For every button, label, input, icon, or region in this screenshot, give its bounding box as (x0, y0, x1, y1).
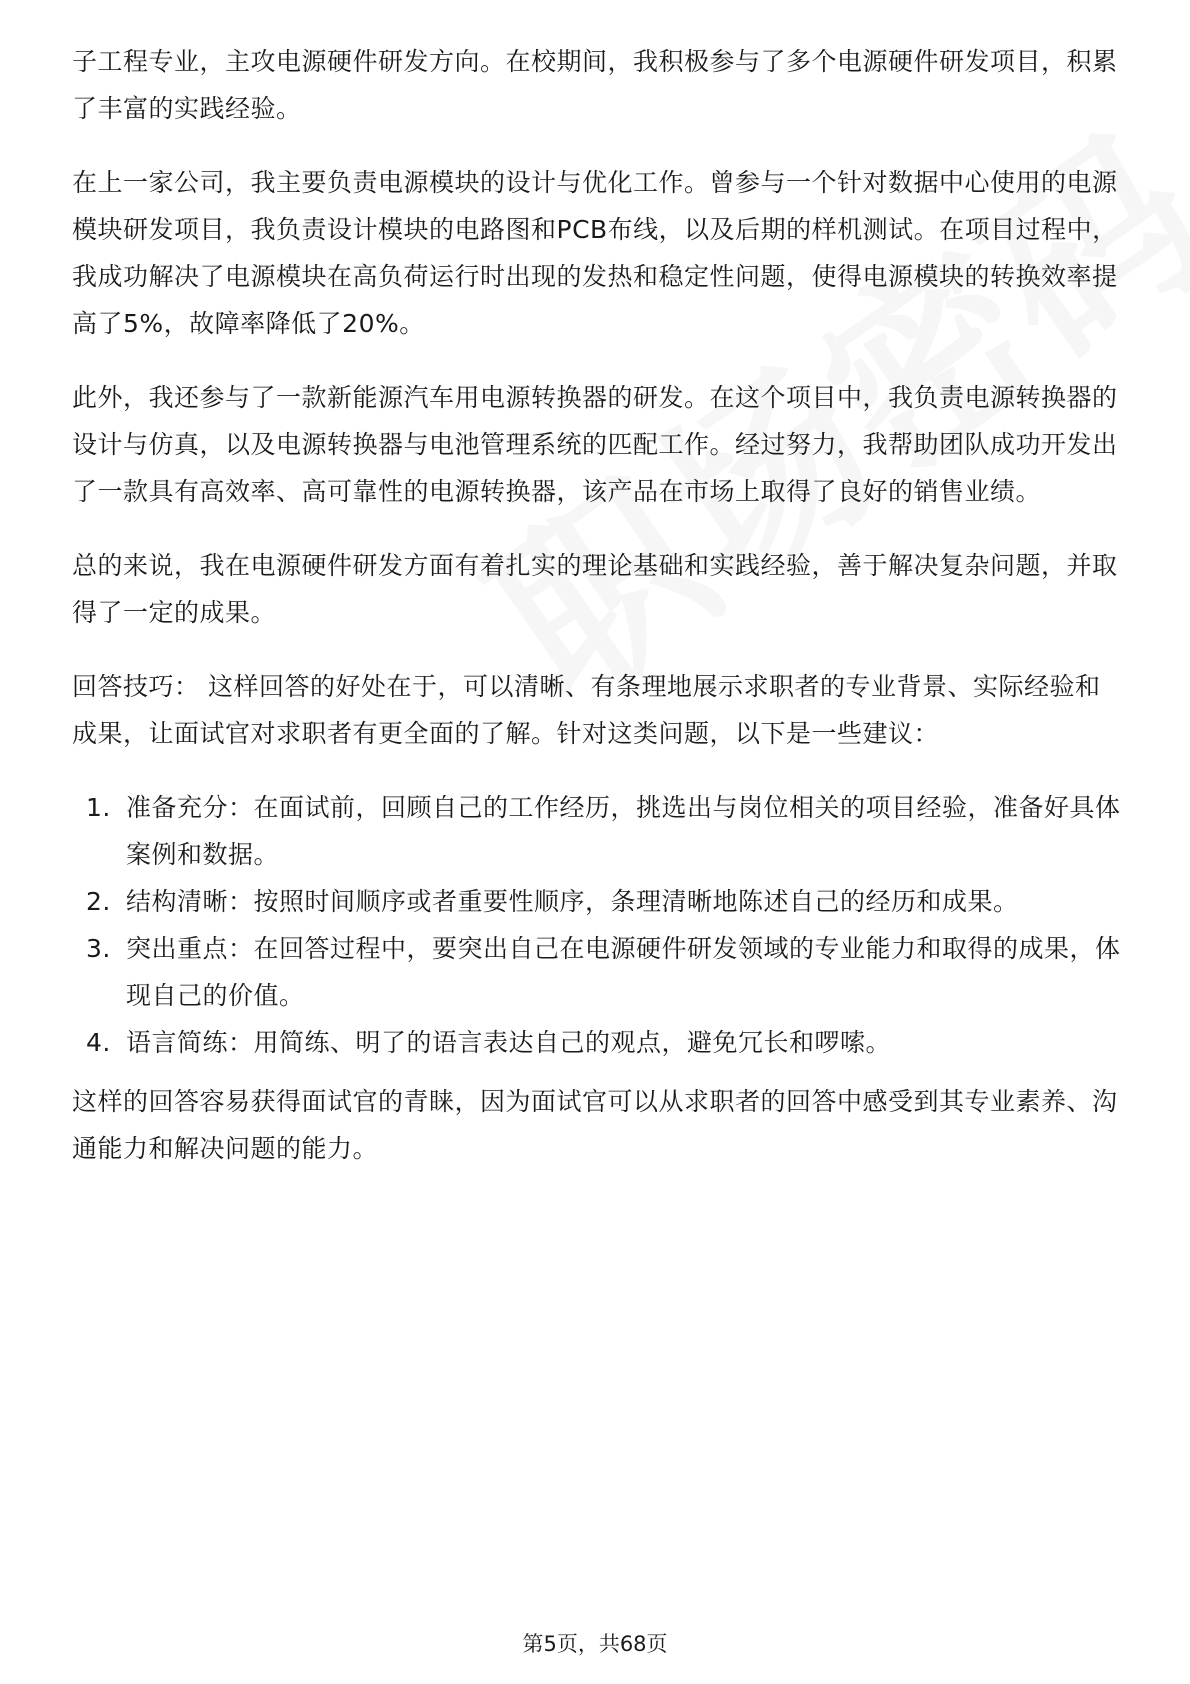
list-item (72, 1019, 1122, 1066)
paragraph-education: 子工程专业，主攻电源硬件研发方向。在校期间，我积极参与了多个电源硬件研发项目，积累了丰富的实践经验。 (72, 47, 1118, 123)
list-item-number: 2. (86, 887, 111, 916)
list-item-number: 1. (86, 793, 111, 822)
list-item-text: 结构清晰：按照时间顺序或者重要性顺序，条理清晰地陈述自己的经历和成果。 (126, 887, 1019, 916)
list-item-text: 突出重点：在回答过程中，要突出自己在电源硬件研发领域的专业能力和取得的成果，体现自己的价值。 (126, 934, 1121, 1010)
page-number-footer: 第5页，共68页 (522, 1632, 668, 1656)
paragraph-answer-tips: 回答技巧： 这样回答的好处在于，可以清晰、有条理地展示求职者的专业背景、实际经验和成果，让面试官对求职者有更全面的了解。针对这类问题，以下是一些建议： (72, 672, 1101, 748)
list-item-text: 准备充分：在面试前，回顾自己的工作经历，挑选出与岗位相关的项目经验，准备好具体案例和数据。 (126, 793, 1121, 869)
list-item (72, 878, 1122, 925)
list-item (72, 925, 1122, 1019)
paragraph-closing: 这样的回答容易获得面试官的青睐，因为面试官可以从求职者的回答中感受到其专业素养、沟通能力和解决问题的能力。 (72, 1087, 1118, 1163)
paragraph-summary: 总的来说，我在电源硬件研发方面有着扎实的理论基础和实践经验，善于解决复杂问题，并取得了一定的成果。 (72, 551, 1118, 627)
tips-list (72, 784, 1122, 1066)
list-item-number: 3. (86, 934, 111, 963)
list-item (72, 784, 1122, 878)
paragraph-ev-project: 此外，我还参与了一款新能源汽车用电源转换器的研发。在这个项目中，我负责电源转换器的设计与仿真，以及电源转换器与电池管理系统的匹配工作。经过努力，我帮助团队成功开发出了一款具有高效率、高可靠性的电源转换器，该产品在市场上取得了良好的销售业绩。 (72, 383, 1118, 506)
document-body (72, 38, 1122, 1199)
list-item-number: 4. (86, 1028, 111, 1057)
list-item-text: 语言简练：用简练、明了的语言表达自己的观点，避免冗长和啰嗦。 (126, 1028, 892, 1057)
paragraph-previous-job: 在上一家公司，我主要负责电源模块的设计与优化工作。曾参与一个针对数据中心使用的电源模块研发项目，我负责设计模块的电路图和PCB布线，以及后期的样机测试。在项目过程中，我成功解决了电源模块在高负荷运行时出现的发热和稳定性问题，使得电源模块的转换效率提高了5%，故障率降低了20%。 (72, 168, 1118, 338)
